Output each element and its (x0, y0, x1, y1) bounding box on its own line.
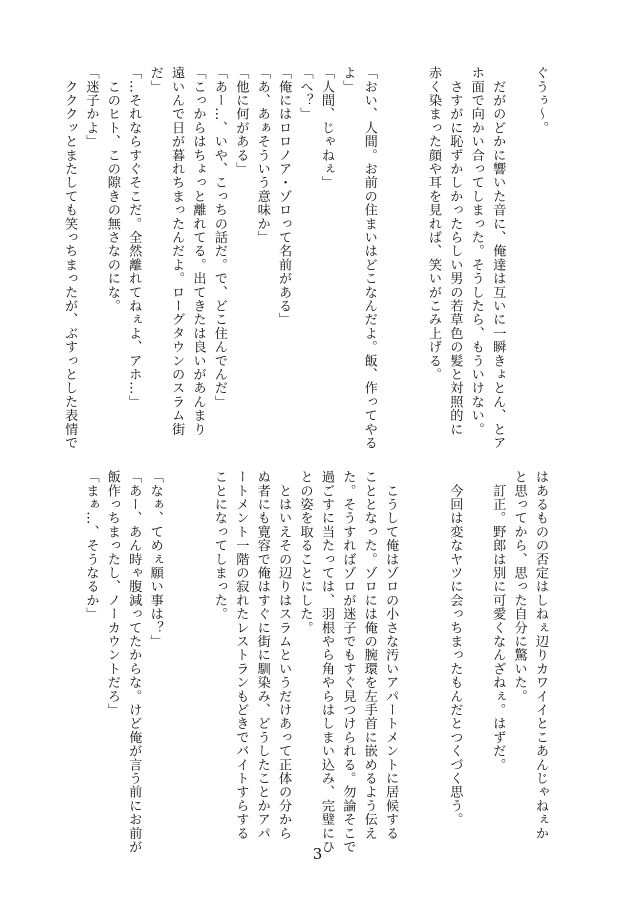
text-line (401, 470, 422, 850)
text-line: ぐうぅ〜。 (533, 66, 548, 135)
text-line (423, 470, 444, 850)
text-line: た。そうすればゾロが迷子でもすぐ見つけられる。勿論そこで (340, 470, 356, 854)
text-line: 「俺にはロロノア・ゾロって名前がある」 (276, 66, 292, 327)
text-line (187, 470, 208, 850)
text-line: 「人間、じゃねぇ」 (318, 66, 334, 190)
text-line: 飯作っちまったし、ノーカウントだろ」 (104, 470, 120, 717)
text-line: だ」 (147, 66, 163, 94)
text-line: ことになってしまった。 (211, 470, 227, 621)
text-line: 今回は変なヤツに会っちまったもんだとつくづく思う。 (447, 470, 463, 827)
text-line: 「なぁ、てめぇ願い事は？」 (147, 470, 163, 649)
text-line: こうして俺はゾロの小さな汚いアパートメントに居候する (383, 470, 399, 840)
text-line: 赤く染まった顔や耳を見れば、笑いがこみ上げる。 (425, 66, 441, 382)
lower-text-column (80, 470, 551, 854)
text-line: 「…それならすぐそこだ。全然離れてねぇよ、アホ…」 (126, 66, 142, 409)
text-line: さすがに恥ずかしかったらしい男の若草色の髪と対照的に (447, 66, 463, 436)
text-line: 「他に何がある」 (233, 66, 249, 176)
text-line (166, 470, 187, 850)
text-line: だがのどかに響いた音に、俺達は互いに一瞬きょとん、とア (490, 66, 506, 450)
text-line: 「こっからはちょっと離れてる。出てきたは良いがあんまり (190, 66, 206, 436)
text-line: ぬ者にも寛容で俺はすぐに街に馴染み、どうしたことかアパ (254, 470, 270, 840)
text-line: このヒト、この隙きの無さなのにな。 (104, 66, 120, 313)
text-line: クククッとまたしても笑っちまったが、ぶすっとした表情で (62, 66, 78, 450)
text-line (465, 470, 486, 850)
text-line: 「おい、人間。お前の住まいはどこなんだよ。飯、作ってやる (361, 66, 377, 450)
text-line: 過ごすに当たっては、羽根やら角やらはしまい込み、完璧にひ (318, 470, 334, 854)
upper-text-column (59, 66, 551, 450)
text-line (401, 66, 422, 446)
text-line: はあるものの否定はしねぇ辺りカワイイとこあんじゃねぇか (533, 470, 548, 840)
text-line (380, 66, 401, 446)
text-line: 訂正。野郎は別に可愛くなんざねぇ。はずだ。 (490, 470, 506, 772)
page-number: 3 (312, 845, 323, 863)
text-line: よ」 (340, 66, 356, 94)
text-line: 「まぁ…、そうなるか」 (83, 470, 99, 621)
text-line: 「あー、あん時ゃ腹減ってたからな。けど俺が言う前にお前が (126, 470, 142, 854)
text-line: 「へ？」 (297, 66, 313, 121)
text-line: 「あー…、いや、こっちの話だ。で、どこ住んでんだ」 (211, 66, 227, 409)
text-line: ートメント一階の寂れたレストランもどきでバイトすらする (233, 470, 249, 840)
text-line (508, 66, 529, 446)
text-line: 遠いんで日が暮れちまったんだよ。ローグタウンのスラム街 (169, 66, 185, 436)
text-line: こととなった。ゾロには俺の腕環を左手首に嵌めるよう伝え (361, 470, 377, 840)
text-line: 「あ、あぁそういう意味か」 (254, 66, 270, 245)
text-line: との姿を取ることにした。 (297, 470, 313, 635)
text-line: 「迷子かよ」 (83, 66, 99, 149)
text-line: と思ってから、思った自分に驚いた。 (511, 470, 527, 703)
text-line: ホ面で向かい合ってしまった。そうしたら、もういけない。 (468, 66, 484, 436)
text-line: とはいえその辺りはスラムというだけあって正体の分から (276, 470, 292, 840)
